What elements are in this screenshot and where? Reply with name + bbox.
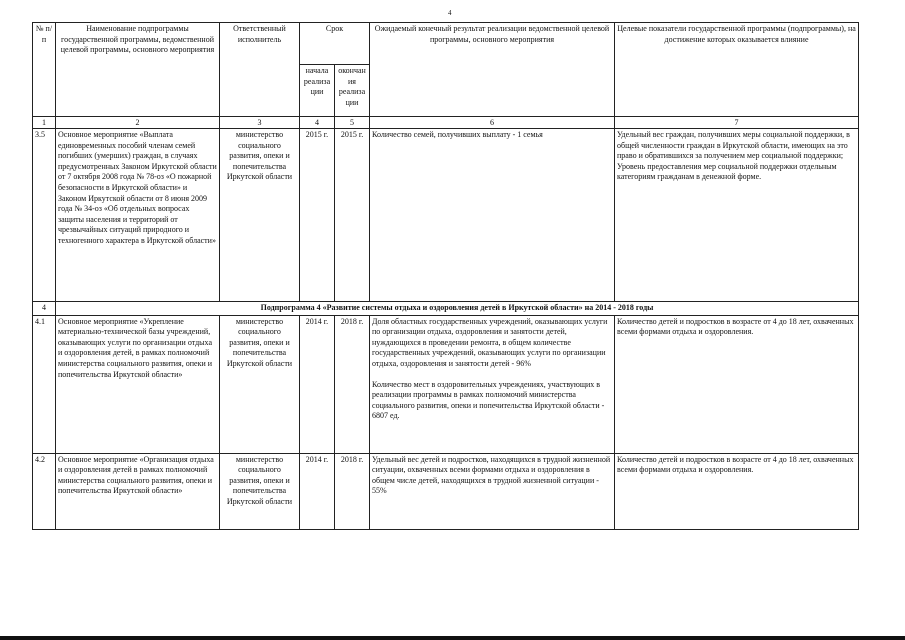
header-executor: Ответственный исполнитель — [220, 23, 300, 117]
table-row — [33, 315, 859, 453]
row-num: 4.1 — [33, 315, 56, 453]
section-num: 4 — [33, 302, 56, 316]
table-row — [33, 453, 859, 529]
row-result-cell — [370, 315, 615, 453]
scan-edge-bar — [0, 636, 905, 640]
row-name: Основное мероприятие «Укрепление материально-технической базы учреждений, оказывающих услуги по организации отдыха и оздоровления детей, в рамках полномочий министерства социального развития, опеки и попечительства Иркутской области» — [56, 315, 220, 453]
program-table — [32, 22, 859, 530]
row-executor: министерство социального развития, опеки и попечительства Иркутской области — [220, 453, 300, 529]
header-indicators: Целевые показатели государственной программы (подпрограммы), на достижение которых оказывается влияние — [615, 23, 859, 117]
row-result: Удельный вес детей и подростков, находящихся в трудной жизненной ситуации, охваченных всеми формами отдыха и оздоровления в общем числе детей, находящихся в трудной жизненной ситуации - 55% — [370, 453, 615, 529]
column-number: 3 — [220, 117, 300, 129]
column-numbers-row — [33, 117, 859, 129]
header-start: начала реализации — [300, 65, 335, 117]
row-result-2: Количество мест в оздоровительных учреждениях, участвующих в реализации программы в рамках полномочий министерства социального развития, опеки и попечительства Иркутской области - 6807 ед. — [372, 379, 605, 421]
row-indicators: Удельный вес граждан, получивших меры социальной поддержки, в общей численности граждан в Иркутской области, имеющих на это право и обратившихся за получением мер социальной поддержки; Уровень предоставления мер социальной поддержки отдельным категориям гражданам в денежной форме. — [615, 129, 859, 302]
column-number: 2 — [56, 117, 220, 129]
section-title: Подпрограмма 4 «Развитие системы отдыха и оздоровления детей в Иркутской области» на 2014 - 2018 годы — [56, 302, 859, 316]
row-executor: министерство социального развития, опеки и попечительства Иркутской области — [220, 315, 300, 453]
row-num: 3.5 — [33, 129, 56, 302]
row-start: 2014 г. — [300, 453, 335, 529]
row-end: 2018 г. — [335, 315, 370, 453]
row-result: Количество семей, получивших выплату - 1 семья — [370, 129, 615, 302]
row-end: 2015 г. — [335, 129, 370, 302]
header-name: Наименование подпрограммы государственной программы, ведомственной целевой программы, основного мероприятия — [56, 23, 220, 117]
row-num: 4.2 — [33, 453, 56, 529]
column-number: 7 — [615, 117, 859, 129]
row-name: Основное мероприятие «Выплата единовременных пособий членам семей погибших (умерших) граждан, в случаях предусмотренных Законом Иркутской области от 7 октября 2008 года № 78-оз «О пожарной безопасности в Иркутской области» и Законом Иркутской области от 8 июня 2009 года № 34-оз «Об отдельных вопросах защиты населения и территорий от чрезвычайных ситуаций природного и техногенного характера в Иркутской области» — [56, 129, 220, 302]
row-result: Доля областных государственных учреждений, оказывающих услуги по организации отдыха, оздоровления и занятости детей, нуждающихся в проведении ремонта, в общем количестве государственных учреждений, оказывающих услуги по организации отдыха, оздоровления и занятости детей - 96% — [372, 316, 608, 368]
page-number: 4 — [448, 9, 452, 17]
row-end: 2018 г. — [335, 453, 370, 529]
row-start: 2015 г. — [300, 129, 335, 302]
column-number: 6 — [370, 117, 615, 129]
column-number: 1 — [33, 117, 56, 129]
column-number: 5 — [335, 117, 370, 129]
row-indicators: Количество детей и подростков в возрасте от 4 до 18 лет, охваченных всеми формами отдыха и оздоровления. — [615, 453, 859, 529]
row-name: Основное мероприятие «Организация отдыха и оздоровления детей в рамках полномочий министерства социального развития, опеки и попечительства Иркутской области» — [56, 453, 220, 529]
row-start: 2014 г. — [300, 315, 335, 453]
section-row — [33, 302, 859, 316]
column-number: 4 — [300, 117, 335, 129]
table-row — [33, 129, 859, 302]
header-end: окончания реализации — [335, 65, 370, 117]
header-result: Ожидаемый конечный результат реализации ведомственной целевой программы, основного мероприятия — [370, 23, 615, 117]
header-num: № п/п — [33, 23, 56, 117]
row-indicators: Количество детей и подростков в возрасте от 4 до 18 лет, охваченных всеми формами отдыха и оздоровления. — [615, 315, 859, 453]
row-executor: министерство социального развития, опеки и попечительства Иркутской области — [220, 129, 300, 302]
header-srok: Срок — [300, 23, 370, 65]
